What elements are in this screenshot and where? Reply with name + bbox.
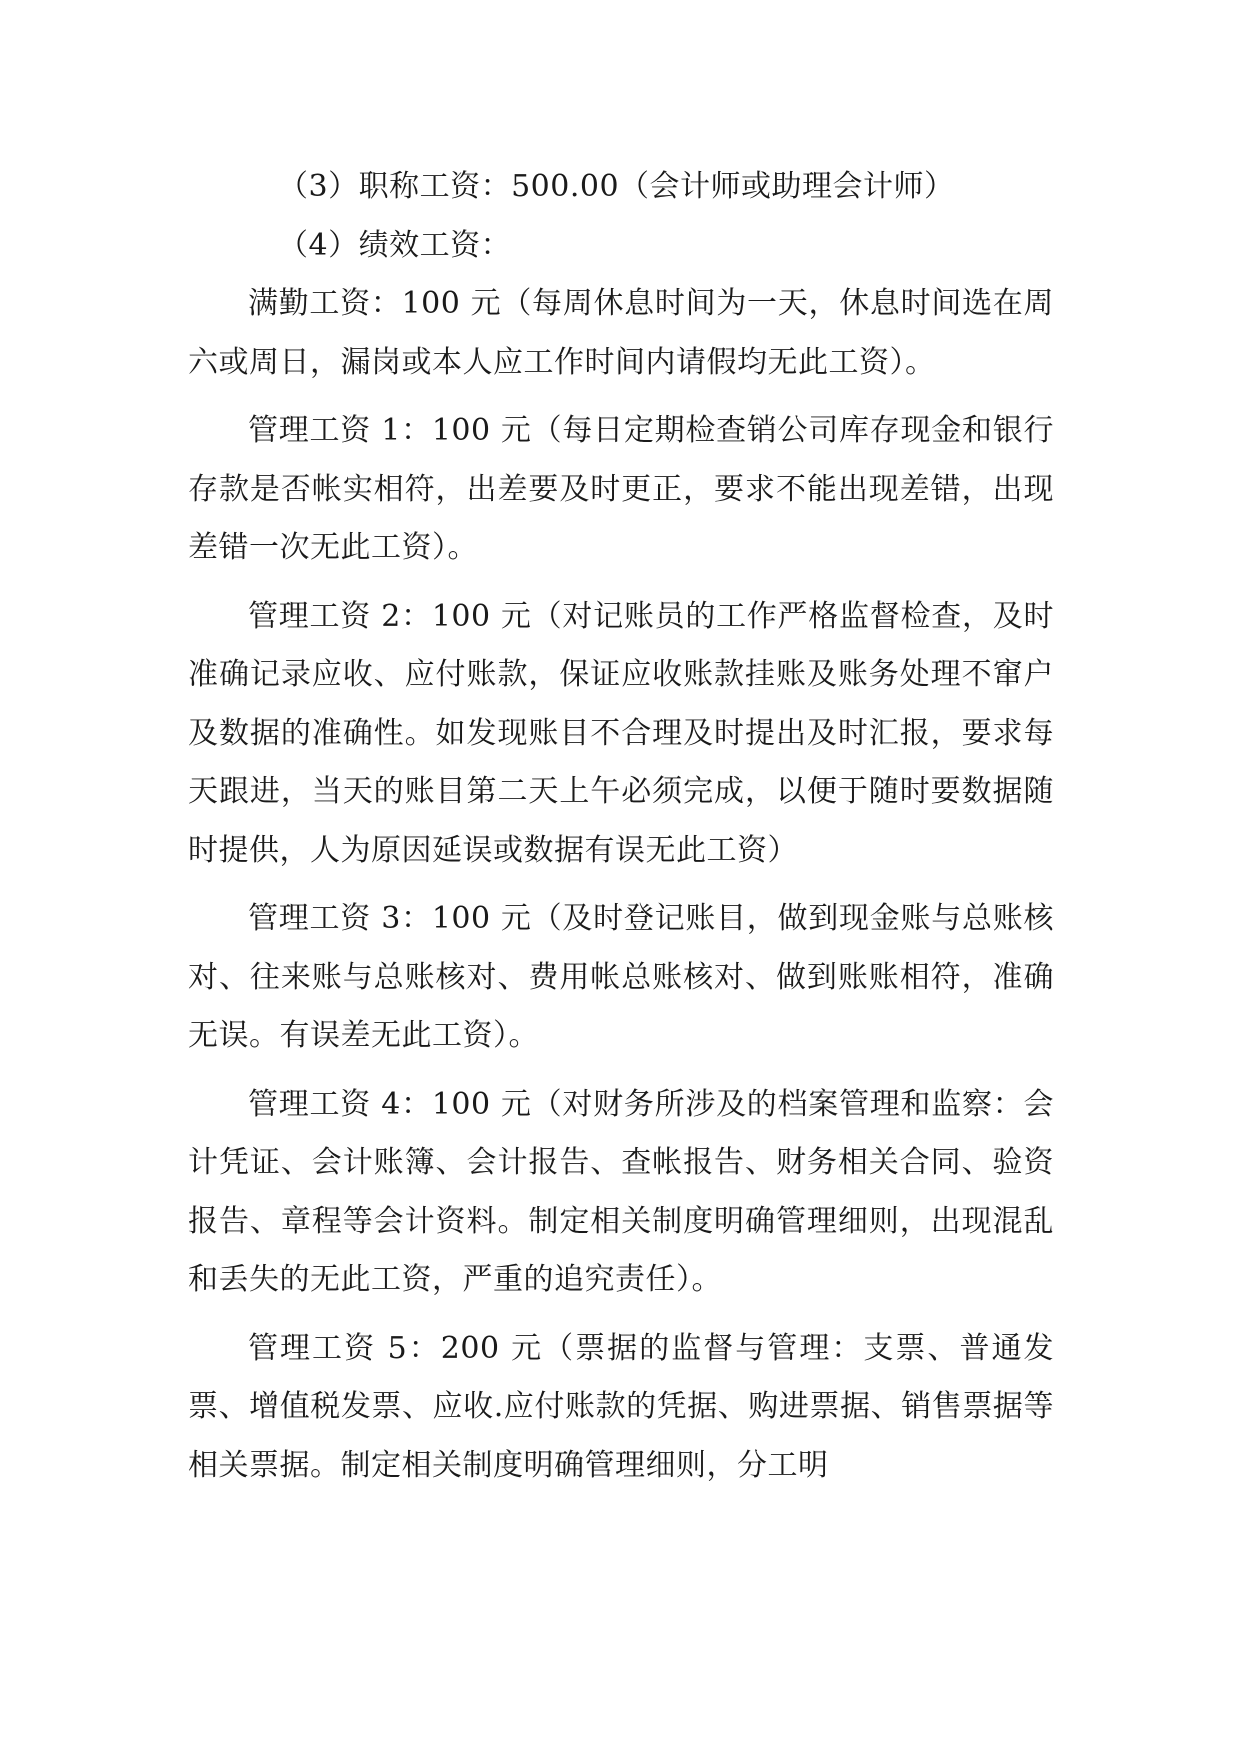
paragraph-attendance-salary: 满勤工资：100 元（每周休息时间为一天，休息时间选在周六或周日，漏岗或本人应工作时间内请假均无此工资）。 — [188, 286, 1054, 380]
paragraph-management-salary-1: 管理工资 1：100 元（每日定期检查销公司库存现金和银行存款是否帐实相符，出差要及时更正，要求不能出现差错，出现差错一次无此工资）。 — [188, 413, 1054, 565]
paragraph-management-salary-2: 管理工资 2：100 元（对记账员的工作严格监督检查，及时准确记录应收、应付账款，保证应收账款挂账及账务处理不窜户及数据的准确性。如发现账目不合理及时提出及时汇报，要求每天跟进，当天的账目第二天上午必须完成，以便于随时要数据随时提供，人为原因延误或数据有误无此工资） — [188, 598, 1054, 868]
paragraph-management-salary-4: 管理工资 4：100 元（对财务所涉及的档案管理和监察：会计凭证、会计账簿、会计报告、查帐报告、财务相关合同、验资报告、章程等会计资料。制定相关制度明确管理细则，出现混乱和丢失的无此工资，严重的追究责任）。 — [188, 1086, 1054, 1297]
document-body — [188, 158, 1054, 1495]
paragraph-performance-salary: （4）绩效工资： — [278, 227, 512, 263]
paragraph-management-salary-5: 管理工资 5：200 元（票据的监督与管理：支票、普通发票、增值税发票、应收.应付账款的凭据、购进票据、销售票据等相关票据。制定相关制度明确管理细则，分工明 — [188, 1330, 1054, 1483]
paragraph-title-salary: （3）职称工资：500.00（会计师或助理会计师） — [278, 169, 955, 204]
paragraph-management-salary-3: 管理工资 3：100 元（及时登记账目，做到现金账与总账核对、往来账与总账核对、费用帐总账核对、做到账账相符，准确无误。有误差无此工资）。 — [188, 901, 1054, 1053]
